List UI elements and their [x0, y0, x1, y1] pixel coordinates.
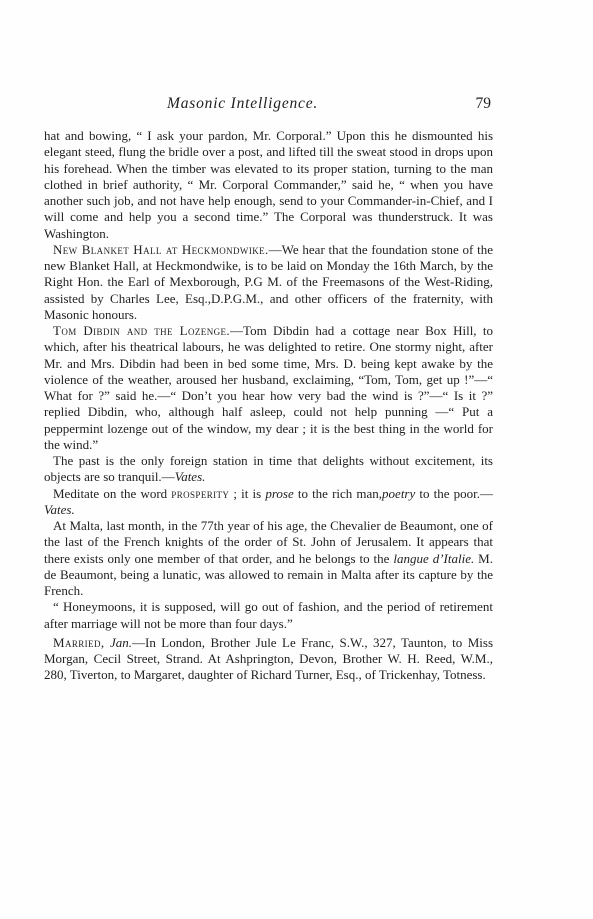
date-label: Jan. [109, 634, 133, 650]
paragraph-blanket-hall [44, 242, 493, 323]
paragraph-body: The past is the only foreign station in time that delights without excitement, its objects are so tranquil.— [44, 453, 493, 485]
paragraph-heading: Tom Dibdin and the Lozenge. [53, 323, 231, 338]
paragraph-prosperity [44, 486, 493, 519]
paragraph-body: —We hear that the foundation stone of the new Blanket Hall, at Heckmondwike, is to be laid on Monday the 16th March, by the Right Hon. the Earl of Mexborough, P.G M. of the Freemasons of the West-Riding, assisted by Charles Lee, Esq.,D.P.G.M., and other officers of the fraternity, with Masonic honours. [44, 241, 493, 322]
text-run: M. de Beaumont, being a lunatic, was allowed to remain in Malta after its capture by the French. [44, 550, 493, 598]
paragraph-past [44, 453, 493, 486]
author-signature: Vates. [44, 501, 75, 517]
paragraph-body: —In London, Brother Jule Le Franc, S.W., 327, Taunton, to Miss Morgan, Cecil Street, Strand. At Ashprington, Devon, Brother W. H. Reed, W.M., 280, Tiverton, to Margaret, daughter of Richard Turner, Esq., of Trickenhay, Totness. [44, 634, 494, 683]
text-run: to the rich man, [293, 485, 383, 501]
text-run: ; it is [229, 485, 266, 501]
page-header [140, 95, 491, 117]
paragraph-body: —Tom Dibdin had a cottage near Box Hill, to which, after his theatrical labours, he was delighted to retire. One stormy night, after Mr. and Mrs. Dibdin had been in bed some time, Mrs. D. being kept awake by the violence of the weather, aroused her husband, exclaiming, “Tom, Tom, get up !”—“ What for ?” said he.—“ Don’t you hear how very bad the wind is ?”—“ Is it ?” replied Dibdin, who, although half asleep, could not help punning —“ Put a peppermint lozenge out of the window, my dear ; it is the best thing in the world for the wind.” [44, 323, 493, 452]
body-text [44, 128, 493, 684]
paragraph-heading: Married, [53, 634, 105, 650]
emphasis: langue d’Italie. [393, 550, 475, 566]
text-run: Meditate on the word [53, 485, 172, 501]
keyword: prosperity [171, 485, 230, 501]
paragraph-married [44, 635, 493, 684]
text-run: to the poor.— [415, 485, 493, 501]
page-number: 79 [475, 95, 491, 112]
running-title: Masonic Intelligence. [167, 95, 319, 112]
emphasis: poetry [382, 485, 416, 501]
paragraph-heading: New Blanket Hall at Heckmondwike. [53, 241, 269, 257]
emphasis: prose [265, 485, 294, 501]
author-signature: Vates. [174, 469, 206, 485]
paragraph-honeymoons: “ Honeymoons, it is supposed, will go out of fashion, and the period of retirement after marriage will not be more than four days.” [44, 599, 493, 631]
paragraph-washington: hat and bowing, “ I ask your pardon, Mr. Corporal.” Upon this he dismounted his elegant steed, flung the bridle over a post, and lifted till the sweat stood in drops upon his forehead. When the timber was elevated to its proper station, turning to the man clothed in brief authority, “ Mr. Corporal Commander,” said he, “ when you have another such job, and not have help enough, send to your Commander-in-Chief, and I will come and help you a second time.” The Corporal was thunderstruck. It was Washington. [44, 128, 493, 241]
text-run: At Malta, last month, in the 77th year of his age, the Chevalier de Beaumont, one of the last of the French knights of the order of St. John of Jerusalem. It appears that there exists only one member of that order, and he belongs to the [44, 518, 493, 566]
paragraph-dibdin [44, 323, 493, 453]
paragraph-malta [44, 518, 493, 599]
